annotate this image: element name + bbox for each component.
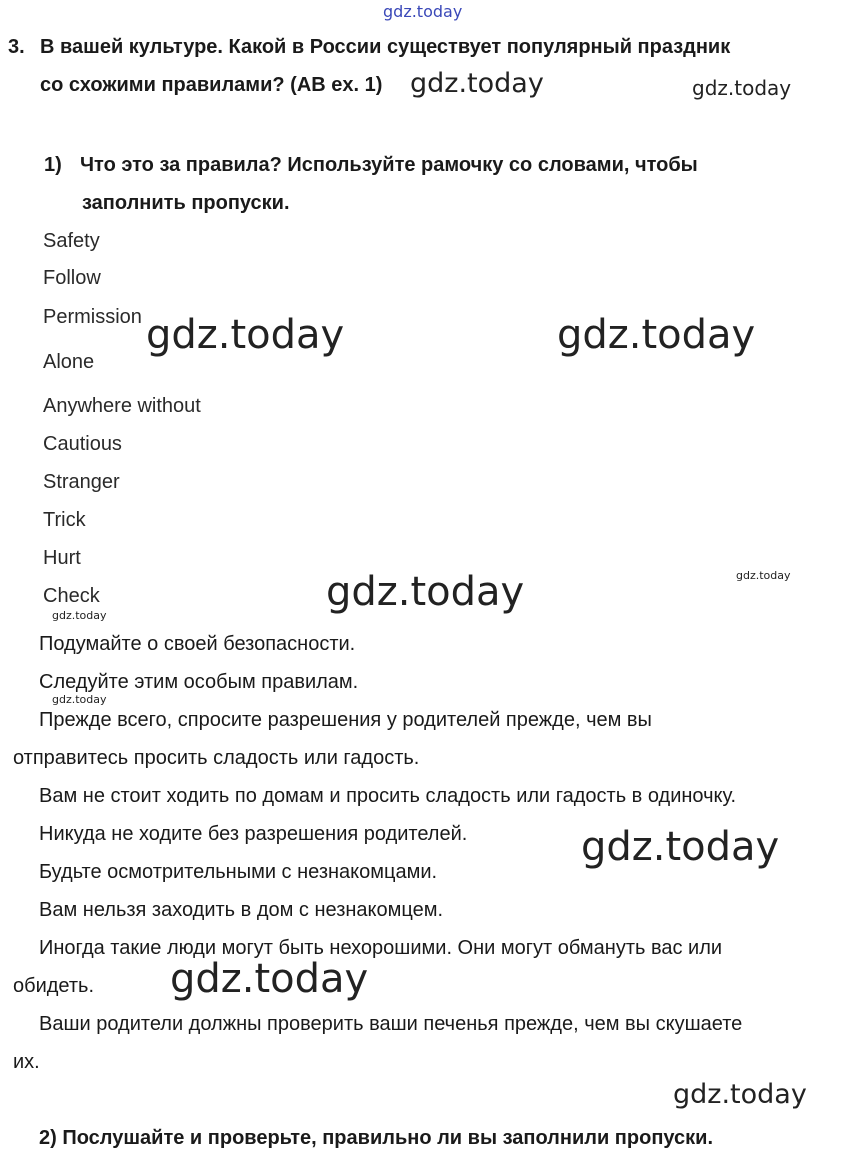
watermark: gdz.today — [410, 68, 544, 99]
watermark: gdz.today — [326, 569, 525, 615]
sentence: Подумайте о своей безопасности. — [39, 633, 356, 655]
sentence: Вам нельзя заходить в дом с незнакомцем. — [39, 899, 444, 921]
word-item: Follow — [43, 267, 101, 289]
watermark: gdz.today — [557, 312, 756, 358]
word-item: Permission — [43, 306, 142, 328]
sentence: Вам не стоит ходить по домам и просить сладость или гадость в одиночку. — [39, 785, 737, 807]
word-item: Alone — [43, 351, 95, 373]
subtask1-number: 1) — [44, 154, 62, 176]
task-title-line1: В вашей культуре. Какой в России существует популярный праздник — [40, 36, 731, 58]
watermark: gdz.today — [146, 312, 345, 358]
watermark-top: gdz.today — [383, 2, 463, 21]
word-item: Anywhere without — [43, 395, 201, 417]
watermark: gdz.today — [736, 569, 791, 582]
word-item: Check — [43, 585, 100, 607]
sentence: отправитесь просить сладость или гадость. — [13, 747, 420, 769]
word-item: Cautious — [43, 433, 122, 455]
word-item: Trick — [43, 509, 86, 531]
sentence: Следуйте этим особым правилам. — [39, 671, 359, 693]
word-item: Hurt — [43, 547, 81, 569]
watermark: gdz.today — [52, 609, 107, 622]
word-item: Safety — [43, 230, 100, 252]
sentence: Иногда такие люди могут быть нехорошими. Они могут обмануть вас или — [39, 937, 723, 959]
subtask1-text-line2: заполнить пропуски. — [82, 192, 290, 214]
watermark: gdz.today — [692, 76, 792, 100]
watermark: gdz.today — [170, 956, 369, 1002]
task-title-line2: со схожими правилами? (АВ ex. 1) — [40, 74, 383, 96]
subtask2-text: 2) Послушайте и проверьте, правильно ли вы заполнили пропуски. — [39, 1127, 714, 1149]
sentence: Никуда не ходите без разрешения родителей. — [39, 823, 468, 845]
watermark: gdz.today — [673, 1079, 807, 1110]
sentence: Будьте осмотрительными с незнакомцами. — [39, 861, 438, 883]
subtask1-text-line1: Что это за правила? Используйте рамочку со словами, чтобы — [80, 154, 698, 176]
sentence: их. — [13, 1051, 40, 1073]
watermark: gdz.today — [52, 693, 107, 706]
watermark: gdz.today — [581, 824, 780, 870]
sentence: Прежде всего, спросите разрешения у родителей прежде, чем вы — [39, 709, 652, 731]
word-item: Stranger — [43, 471, 120, 493]
task-number: 3. — [8, 36, 25, 58]
sentence: обидеть. — [13, 975, 95, 997]
sentence: Ваши родители должны проверить ваши печенья прежде, чем вы скушаете — [39, 1013, 743, 1035]
